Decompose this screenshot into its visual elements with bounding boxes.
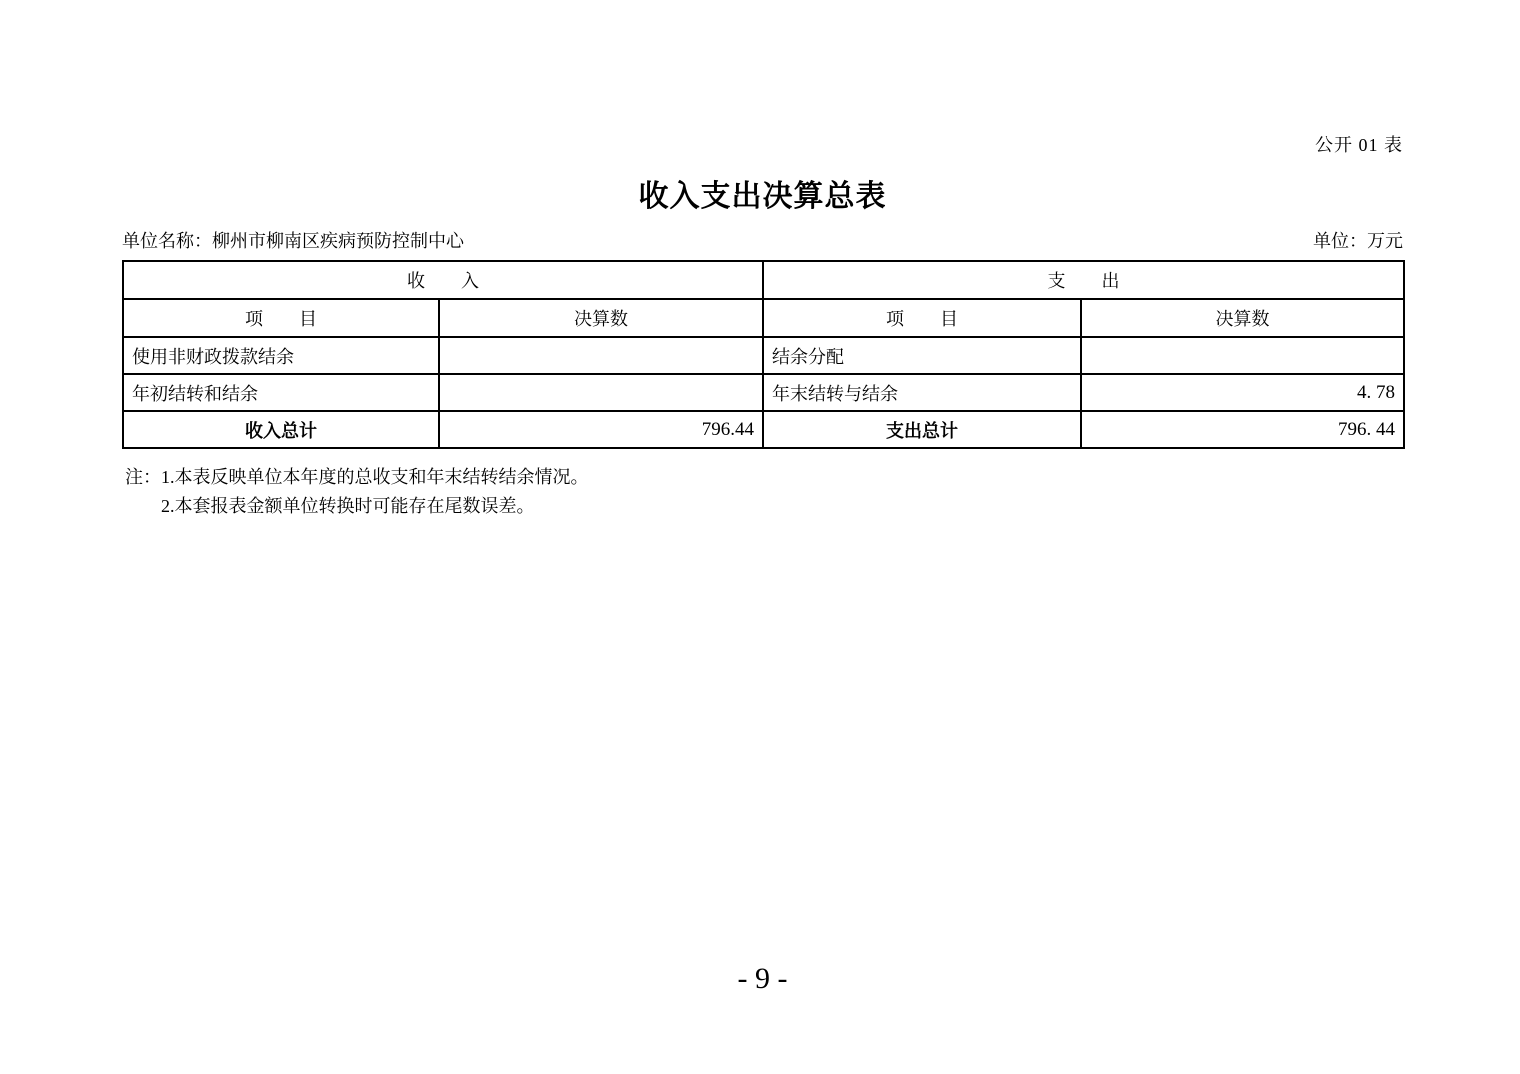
- expense-amount-cell: [1081, 337, 1404, 374]
- expense-total-amount: 796. 44: [1081, 411, 1404, 448]
- table-total-row: [123, 411, 1404, 448]
- page-number: - 9 -: [737, 962, 788, 995]
- income-item-cell: 年初结转和结余: [123, 374, 439, 411]
- income-amount-cell: [439, 374, 763, 411]
- expense-total-label: 支出总计: [763, 411, 1081, 448]
- notes-lines: [161, 463, 589, 521]
- expense-item-cell: 年末结转与结余: [763, 374, 1081, 411]
- table-group-header-row: [123, 261, 1404, 299]
- income-item-cell: 使用非财政拨款结余: [123, 337, 439, 374]
- notes-block: [125, 463, 589, 521]
- income-section-header: 收 入: [123, 261, 763, 299]
- table-subheader-row: [123, 299, 1404, 337]
- form-code-label: 公开 01 表: [1315, 135, 1403, 155]
- income-amount-cell: [439, 337, 763, 374]
- income-amount-column-header: 决算数: [439, 299, 763, 337]
- page-title: 收入支出决算总表: [638, 180, 887, 213]
- meta-row: [122, 227, 1403, 253]
- expense-section-header: 支 出: [763, 261, 1404, 299]
- income-item-column-header: 项 目: [123, 299, 439, 337]
- table-row: [123, 337, 1404, 374]
- table-row: [123, 374, 1404, 411]
- summary-table: [122, 260, 1405, 449]
- note-line: 1.本表反映单位本年度的总收支和年末结转结余情况。: [161, 467, 589, 487]
- expense-item-cell: 结余分配: [763, 337, 1081, 374]
- expense-amount-cell: 4. 78: [1081, 374, 1404, 411]
- notes-prefix: 注：: [125, 467, 161, 487]
- note-line: 2.本套报表金额单位转换时可能存在尾数误差。: [161, 496, 535, 516]
- currency-unit-label: 单位：万元: [1313, 231, 1403, 251]
- expense-amount-column-header: 决算数: [1081, 299, 1404, 337]
- unit-name-label: 单位名称：柳州市柳南区疾病预防控制中心: [122, 231, 464, 251]
- expense-item-column-header: 项 目: [763, 299, 1081, 337]
- income-total-label: 收入总计: [123, 411, 439, 448]
- income-total-amount: 796.44: [439, 411, 763, 448]
